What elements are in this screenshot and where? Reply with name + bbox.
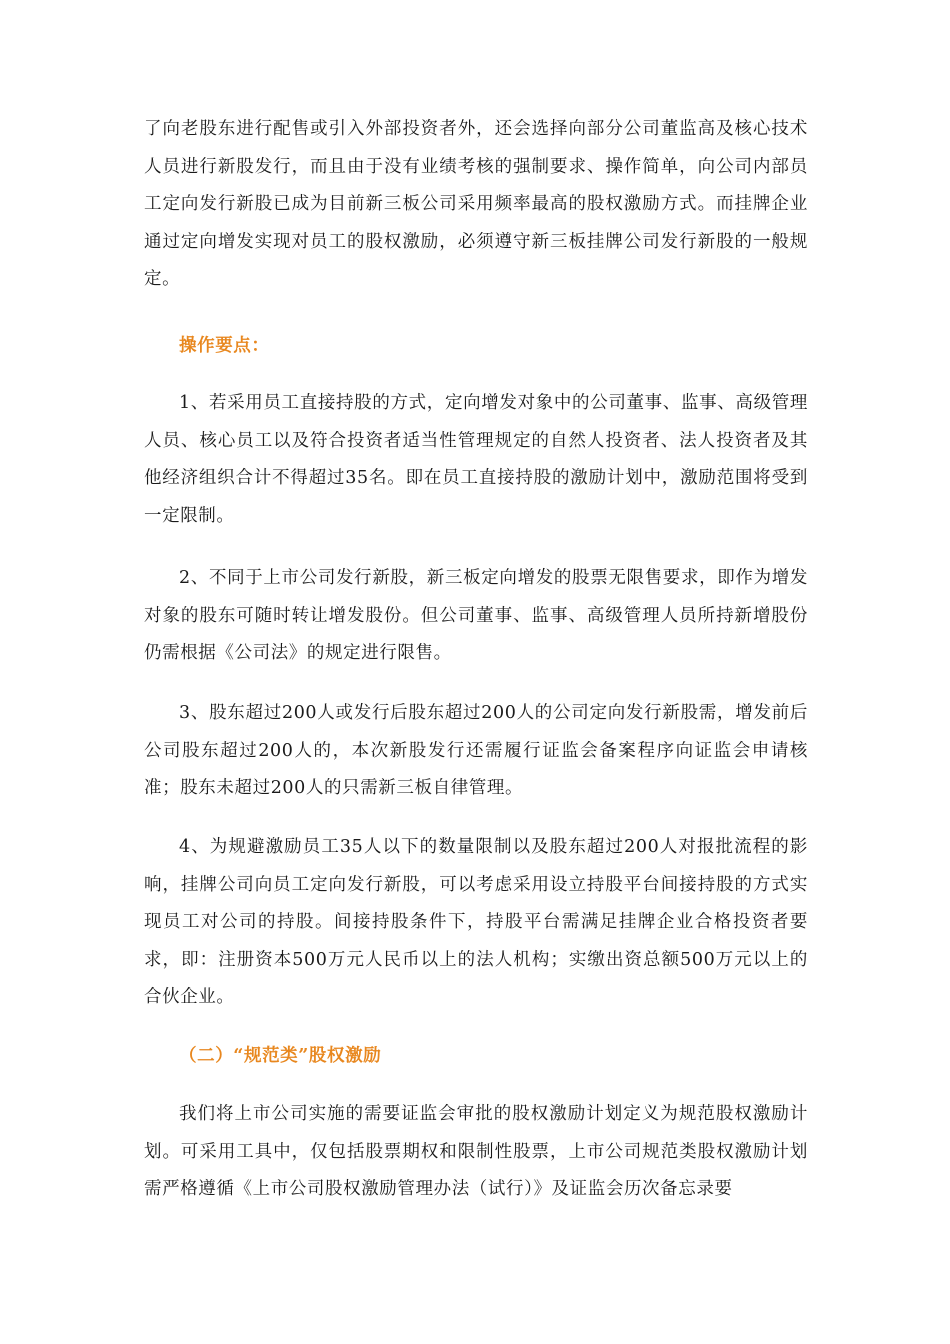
paragraph-point-4: 4、为规避激励员工35人以下的数量限制以及股东超过200人对报批流程的影响，挂牌公司向员工定向发行新股，可以考虑采用设立持股平台间接持股的方式实现员工对公司的持股。间接持股条件下，持股平台需满足挂牌企业合格投资者要求，即：注册资本500万元人民币以上的法人机构；实缴出资总额500万元以上的合伙企业。 <box>144 837 808 1007</box>
heading-section-2: （二）“规范类”股权激励 <box>179 1046 382 1066</box>
paragraph-intro: 了向老股东进行配售或引入外部投资者外，还会选择向部分公司董监高及核心技术人员进行新股发行，而且由于没有业绩考核的强制要求、操作简单，向公司内部员工定向发行新股已成为目前新三板公司采用频率最高的股权激励方式。而挂牌企业通过定向增发实现对员工的股权激励，必须遵守新三板挂牌公司发行新股的一般规定。 <box>144 119 808 289</box>
paragraph-point-3: 3、股东超过200人或发行后股东超过200人的公司定向发行新股需，增发前后公司股东超过200人的，本次新股发行还需履行证监会备案程序向证监会申请核准；股东未超过200人的只需新三板自律管理。 <box>144 703 808 798</box>
paragraph-point-2: 2、不同于上市公司发行新股，新三板定向增发的股票无限售要求，即作为增发对象的股东可随时转让增发股份。但公司董事、监事、高级管理人员所持新增股份仍需根据《公司法》的规定进行限售。 <box>144 568 808 663</box>
heading-operation-points: 操作要点： <box>179 336 270 356</box>
paragraph-point-1: 1、若采用员工直接持股的方式，定向增发对象中的公司董事、监事、高级管理人员、核心员工以及符合投资者适当性管理规定的自然人投资者、法人投资者及其他经济组织合计不得超过35名。即在员工直接持股的激励计划中，激励范围将受到一定限制。 <box>144 393 808 526</box>
paragraph-section-2-body: 我们将上市公司实施的需要证监会审批的股权激励计划定义为规范股权激励计划。可采用工具中，仅包括股票期权和限制性股票，上市公司规范类股权激励计划需严格遵循《上市公司股权激励管理办法（试行）》及证监会历次备忘录要 <box>144 1104 808 1199</box>
